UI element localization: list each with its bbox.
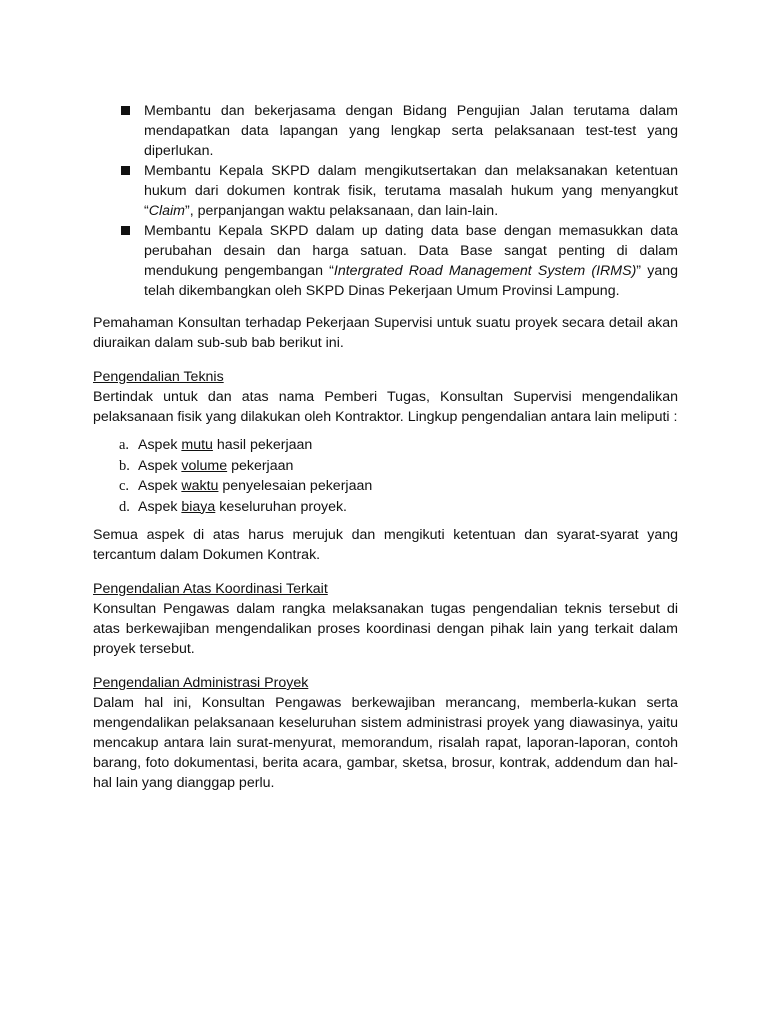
list-item: d. Aspek biaya keseluruhan proyek.	[119, 498, 348, 515]
list-marker: d.	[119, 498, 130, 515]
square-bullet-icon	[121, 226, 130, 235]
section-heading-administrasi: Pengendalian Administrasi Proyek	[93, 675, 309, 691]
list-marker: b.	[119, 457, 130, 474]
section-body-koordinasi: Konsultan Pengawas dalam rangka melaksanakan tugas pengendalian teknis tersebut di atas berkewajiban mengendalikan proses koordinasi dengan pihak lain yang terkait dalam proyek tersebut.	[93, 601, 678, 657]
section-body-teknis: Bertindak untuk dan atas nama Pemberi Tugas, Konsultan Supervisi mengendalikan pelaksanaan fisik yang dilakukan oleh Kontraktor. Lingkup pengendalian antara lain meliputi :	[93, 389, 678, 425]
bullet-item: Membantu Kepala SKPD dalam mengikutsertakan dan melaksanakan ketentuan hukum dari dokumen kontrak fisik, terutama masalah hukum yang menyangkut “Claim”, perpanjangan waktu pelaksanaan, dan lain-lain.	[93, 161, 678, 221]
section-closing-teknis: Semua aspek di atas harus merujuk dan mengikuti ketentuan dan syarat-syarat yang tercantum dalam Dokumen Kontrak.	[93, 527, 678, 563]
bullet-list	[93, 101, 678, 301]
section-heading-teknis: Pengendalian Teknis	[93, 369, 224, 385]
list-marker: a.	[119, 437, 130, 453]
square-bullet-icon	[121, 166, 130, 175]
section-heading-koordinasi: Pengendalian Atas Koordinasi Terkait	[93, 581, 328, 597]
document-body	[93, 101, 678, 793]
bullet-item: Membantu dan bekerjasama dengan Bidang Pengujian Jalan terutama dalam mendapatkan data lapangan yang lengkap serta pelaksanaan test-test yang diperlukan.	[93, 101, 678, 161]
italic-term: Claim	[148, 203, 185, 219]
list-item: a. Aspek mutu hasil pekerjaan	[119, 437, 313, 453]
list-marker: c.	[119, 478, 130, 494]
intro-paragraph: Pemahaman Konsultan terhadap Pekerjaan Supervisi untuk suatu proyek secara detail akan diuraikan dalam sub-sub bab berikut ini.	[93, 315, 678, 351]
bullet-item: Membantu Kepala SKPD dalam up dating data base dengan memasukkan data perubahan desain dan harga satuan. Data Base sangat penting di dalam mendukung pengembangan “Intergrated Road Management System (IRMS)” yang telah dikembangkan oleh SKPD Dinas Pekerjaan Umum Provinsi Lampung.	[93, 221, 678, 301]
list-item: b. Aspek volume pekerjaan	[119, 457, 294, 474]
list-item: c. Aspek waktu penyelesaian pekerjaan	[119, 478, 373, 494]
aspect-list	[93, 435, 678, 517]
section-body-administrasi: Dalam hal ini, Konsultan Pengawas berkewajiban merancang, memberla-kukan serta mengendalikan pelaksanaan keseluruhan sistem administrasi proyek yang diawasinya, yaitu mencakup antara lain surat-menyurat, memorandum, risalah rapat, laporan-laporan, contoh barang, foto dokumentasi, berita acara, gambar, sketsa, brosur, kontrak, addendum dan hal-hal lain yang dianggap perlu.	[93, 695, 678, 791]
italic-term: Intergrated Road Management System (IRMS)	[333, 263, 637, 279]
square-bullet-icon	[121, 106, 130, 115]
